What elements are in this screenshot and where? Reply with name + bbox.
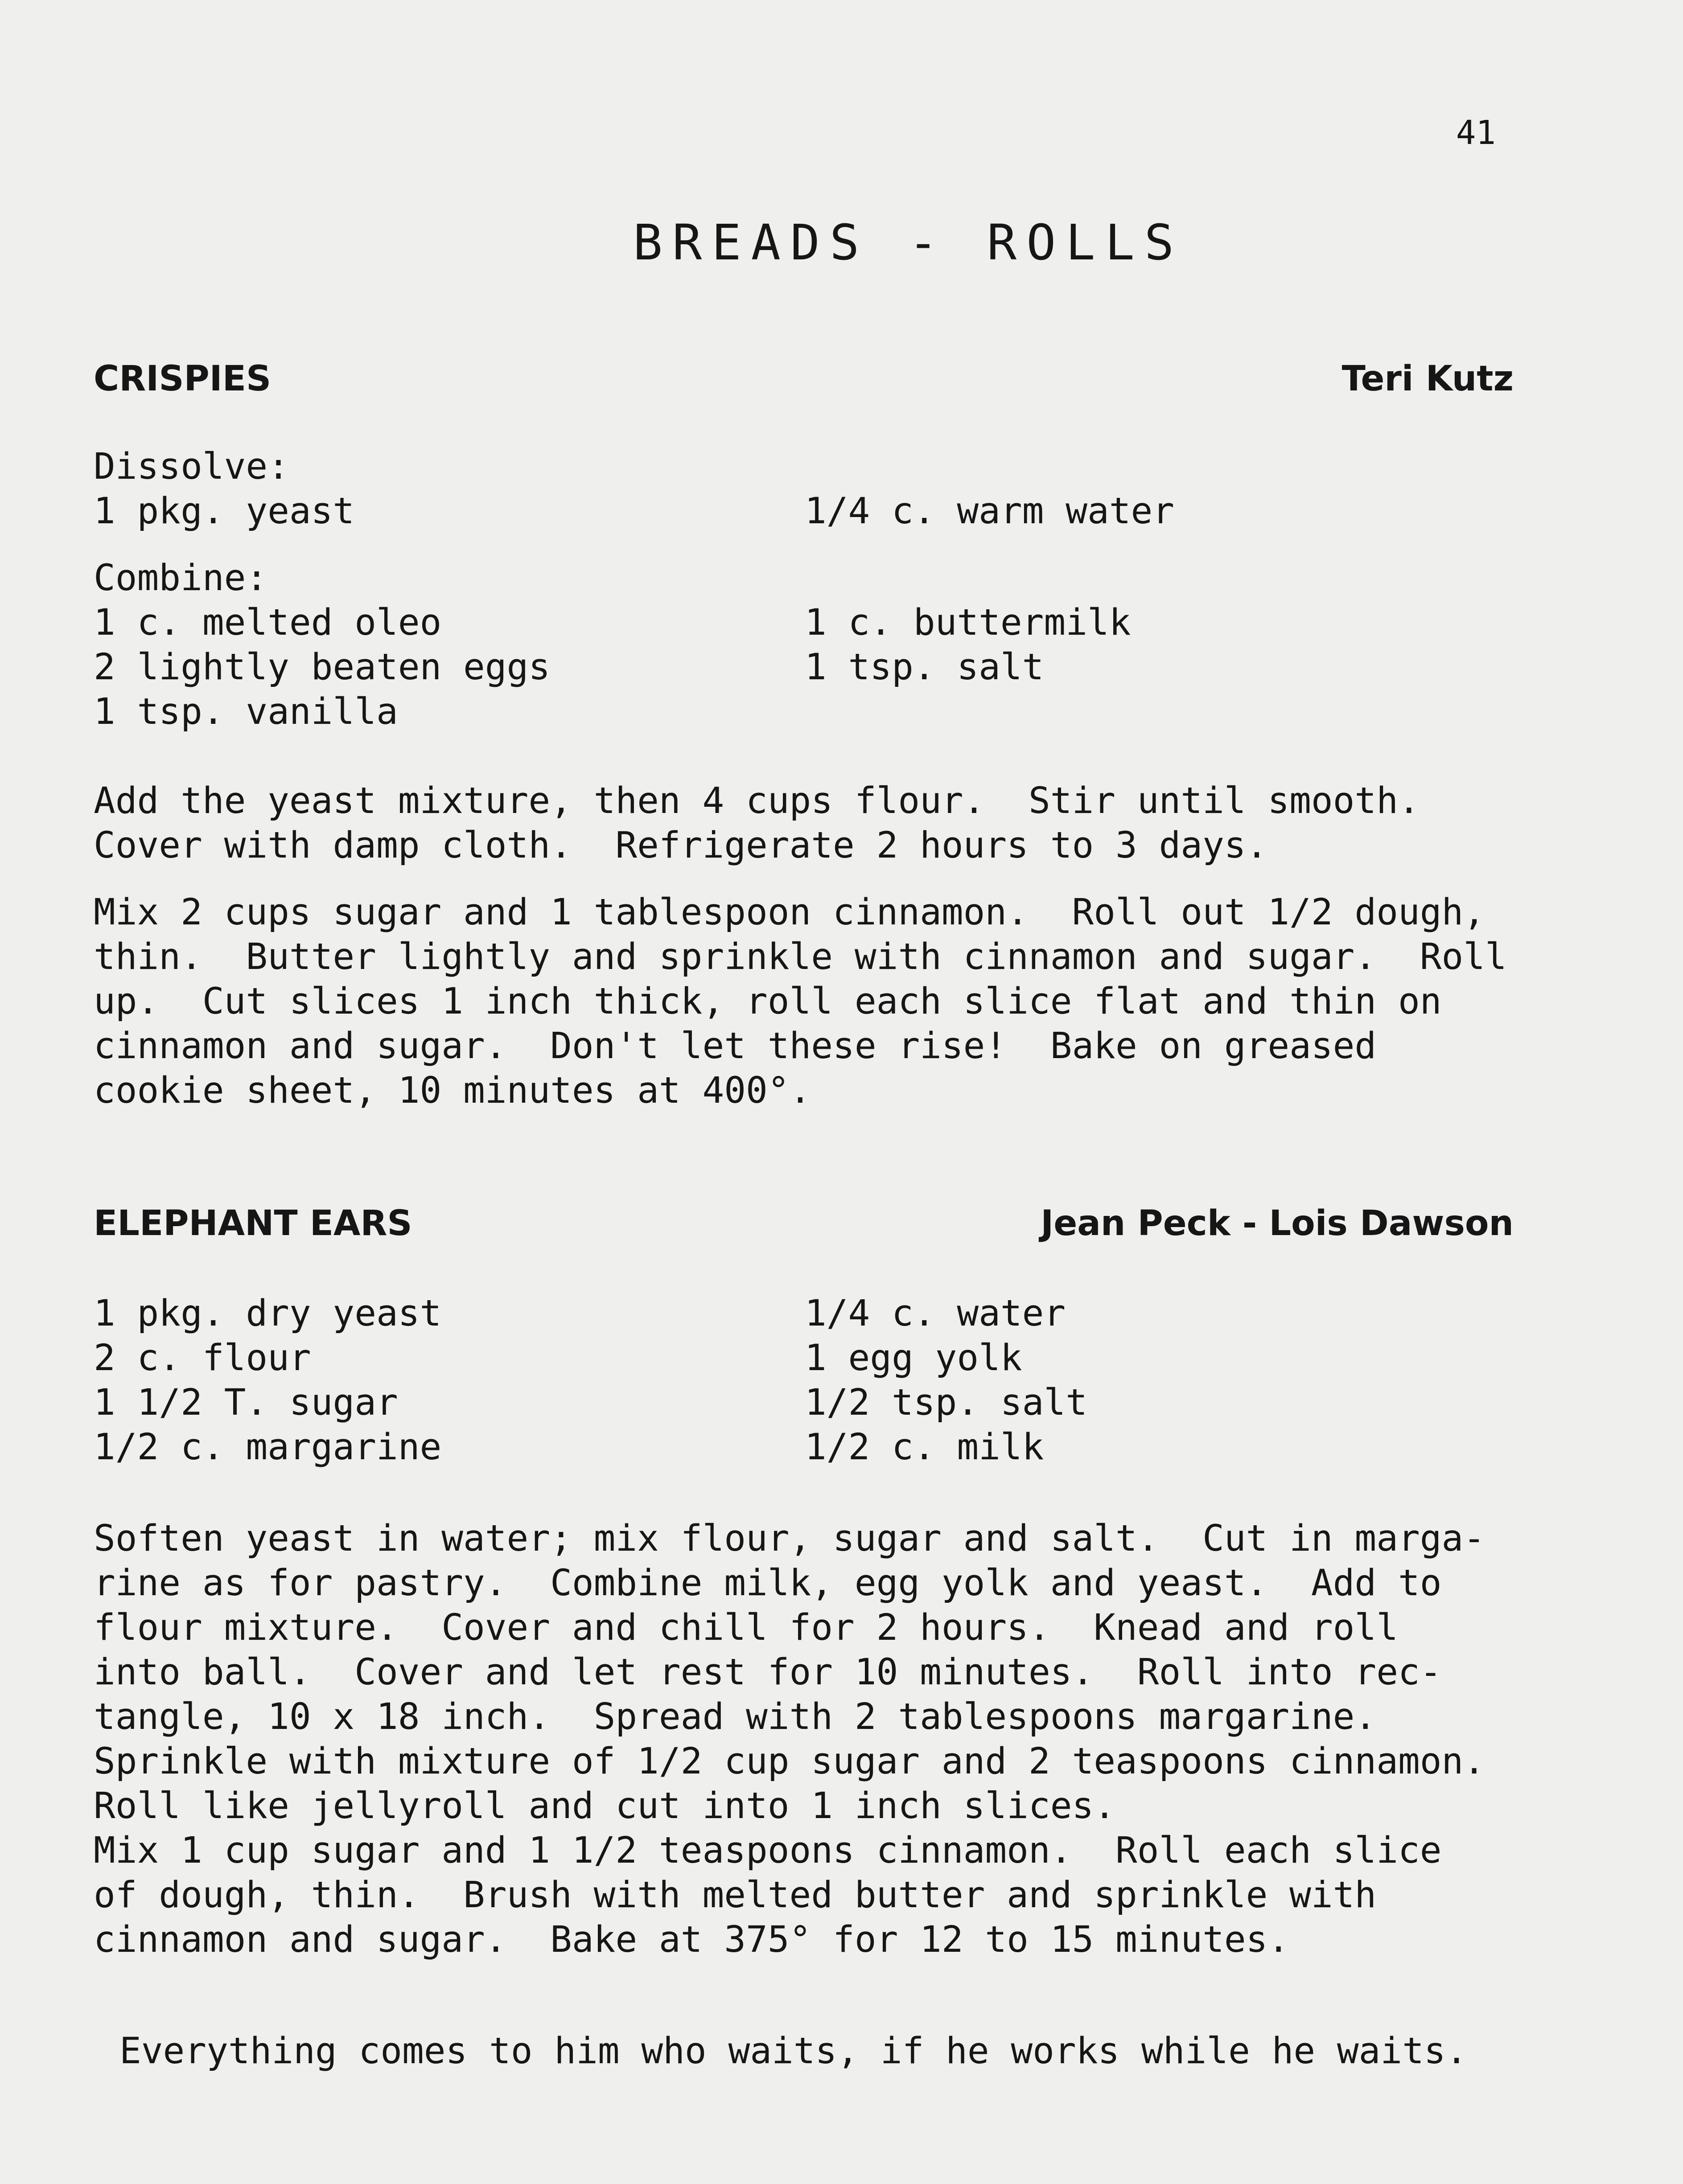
recipe-author: Jean Peck - Lois Dawson: [1041, 1203, 1514, 1244]
ingredient-right: 1/4 c. warm water: [805, 490, 1175, 532]
ingredient-right: 1/2 c. milk: [805, 1426, 1044, 1468]
recipe-author: Teri Kutz: [1341, 359, 1514, 399]
directions-line: flour mixture. Cover and chill for 2 hours. Knead and roll: [94, 1607, 1398, 1649]
recipe-header-elephant-ears: [94, 1203, 1514, 1244]
directions-line: Sprinkle with mixture of 1/2 cup sugar and 2 teaspoons cinnamon.: [94, 1741, 1485, 1782]
recipe-title: CRISPIES: [94, 359, 272, 399]
ingredient-left: 1 c. melted oleo: [94, 602, 442, 644]
directions-line: Roll like jellyroll and cut into 1 inch slices.: [94, 1785, 1116, 1827]
ingredient-left: 1 1/2 T. sugar: [94, 1382, 398, 1424]
footer-quote: Everything comes to him who waits, if he works while he waits.: [119, 2030, 1468, 2072]
ingredient-left: 2 c. flour: [94, 1337, 311, 1379]
page-number: 41: [1456, 114, 1496, 152]
directions-line: of dough, thin. Brush with melted butter and sprinkle with: [94, 1874, 1377, 1916]
ingredient-right: 1 tsp. salt: [805, 646, 1044, 688]
ingredient-right: 1 egg yolk: [805, 1337, 1022, 1379]
ingredient-left: 1 pkg. dry yeast: [94, 1293, 442, 1334]
directions-line: Cover with damp cloth. Refrigerate 2 hours to 3 days.: [94, 825, 1268, 866]
directions-line: cinnamon and sugar. Don't let these rise! Bake on greased: [94, 1025, 1377, 1067]
ingredient-left: 2 lightly beaten eggs: [94, 646, 551, 688]
directions-line: Mix 2 cups sugar and 1 tablespoon cinnamon. Roll out 1/2 dough,: [94, 891, 1485, 933]
directions-line: into ball. Cover and let rest for 10 minutes. Roll into rec-: [94, 1651, 1442, 1693]
directions-line: tangle, 10 x 18 inch. Spread with 2 tablespoons margarine.: [94, 1696, 1377, 1738]
ingredient-left: 1 tsp. vanilla: [94, 691, 398, 733]
ingredient-left: 1/2 c. margarine: [94, 1426, 442, 1468]
recipe-header-crispies: [94, 359, 1514, 399]
directions-line: up. Cut slices 1 inch thick, roll each slice flat and thin on: [94, 981, 1442, 1022]
directions-line: cinnamon and sugar. Bake at 375° for 12 to 15 minutes.: [94, 1919, 1290, 1961]
section-label-dissolve: Dissolve:: [94, 446, 289, 488]
ingredient-left: 1 pkg. yeast: [94, 490, 355, 532]
recipe-title: ELEPHANT EARS: [94, 1203, 412, 1244]
ingredient-right: 1 c. buttermilk: [805, 602, 1131, 644]
directions-line: thin. Butter lightly and sprinkle with cinnamon and sugar. Roll: [94, 936, 1507, 978]
directions-line: Add the yeast mixture, then 4 cups flour. Stir until smooth.: [94, 780, 1420, 822]
ingredient-right: 1/2 tsp. salt: [805, 1382, 1087, 1424]
page-title: BREADS - ROLLS: [633, 214, 1184, 271]
section-label-combine: Combine:: [94, 557, 268, 599]
ingredient-right: 1/4 c. water: [805, 1293, 1066, 1334]
directions-line: cookie sheet, 10 minutes at 400°.: [94, 1070, 811, 1112]
directions-line: rine as for pastry. Combine milk, egg yolk and yeast. Add to: [94, 1562, 1442, 1604]
directions-line: Soften yeast in water; mix flour, sugar and salt. Cut in marga-: [94, 1518, 1485, 1560]
directions-line: Mix 1 cup sugar and 1 1/2 teaspoons cinnamon. Roll each slice: [94, 1830, 1442, 1872]
